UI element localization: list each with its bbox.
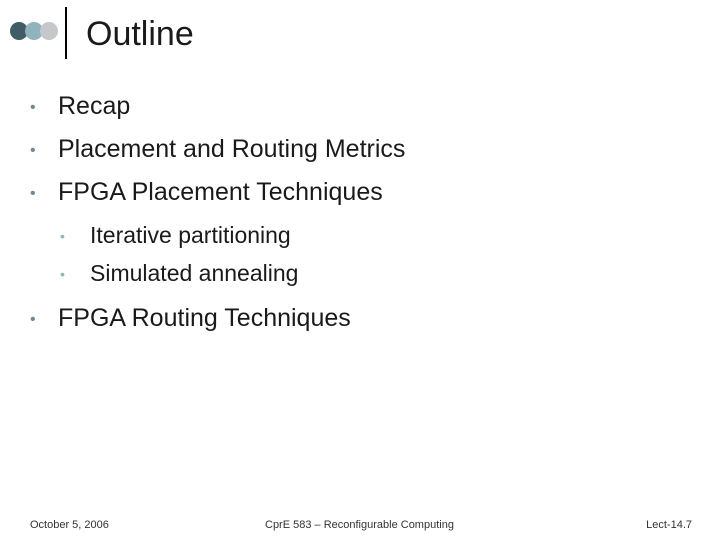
bullet-text: FPGA Placement Techniques: [58, 178, 383, 206]
footer-page-number: Lect-14.7: [646, 519, 692, 531]
bullet-text: Placement and Routing Metrics: [58, 135, 406, 163]
sub-bullet-text: Simulated annealing: [90, 260, 299, 286]
dot-light-decoration: [40, 22, 58, 40]
bullet-marker: •: [30, 142, 36, 159]
bullet-marker: •: [30, 185, 36, 202]
sub-bullet-marker: •: [60, 266, 65, 282]
sub-bullet-marker: •: [60, 228, 65, 244]
bullet-marker: •: [30, 311, 36, 328]
title-divider-bar: [65, 7, 67, 59]
sub-bullet-text: Iterative partitioning: [90, 222, 291, 248]
slide-title: Outline: [86, 15, 194, 53]
footer-course: CprE 583 – Reconfigurable Computing: [265, 519, 454, 531]
title-dots-decoration: [10, 22, 66, 44]
bullet-text: Recap: [58, 92, 131, 120]
bullet-text: FPGA Routing Techniques: [58, 304, 351, 332]
footer-date: October 5, 2006: [30, 519, 109, 531]
bullet-marker: •: [30, 99, 36, 116]
